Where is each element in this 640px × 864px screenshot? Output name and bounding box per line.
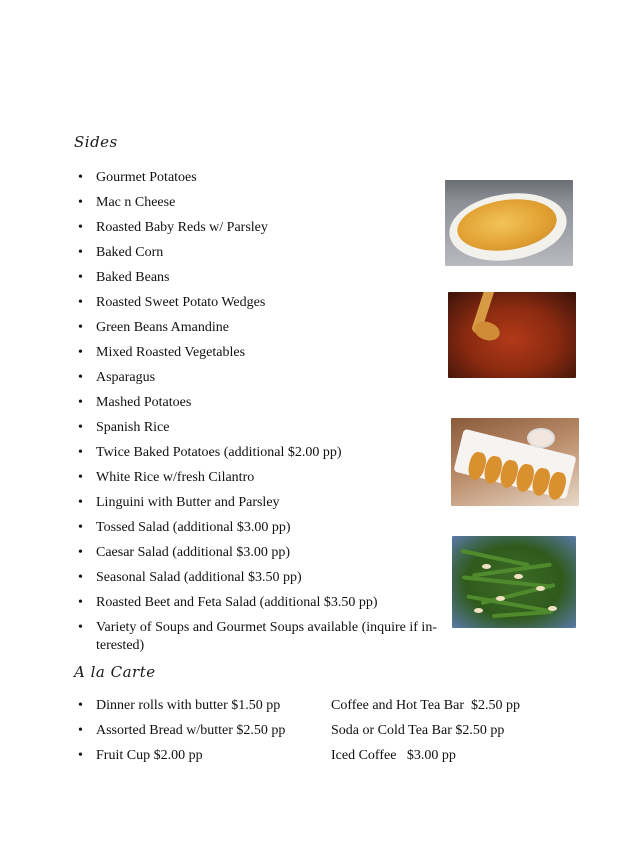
bullet-icon: • [78, 698, 83, 713]
bullet-icon: • [78, 270, 83, 285]
bullet-icon: • [78, 748, 83, 763]
bullet-icon: • [78, 220, 83, 235]
bullet-icon: • [78, 170, 83, 185]
bullet-icon: • [78, 620, 83, 635]
a-la-carte-left-list [78, 693, 285, 768]
list-item [78, 590, 448, 615]
list-item [78, 190, 448, 215]
list-item [78, 390, 448, 415]
carte-item-label: Fruit Cup $2.00 pp [96, 748, 203, 763]
list-item [78, 693, 285, 718]
list-item [78, 265, 448, 290]
bullet-icon: • [78, 370, 83, 385]
list-item [331, 693, 520, 718]
bullet-icon: • [78, 420, 83, 435]
bullet-icon: • [78, 723, 83, 738]
bullet-icon: • [78, 595, 83, 610]
mac-and-cheese-photo [445, 180, 573, 266]
bullet-icon: • [78, 570, 83, 585]
empanadas-photo [451, 418, 579, 506]
side-item-label: Seasonal Salad (additional $3.50 pp) [96, 570, 302, 585]
carte-item-label: Dinner rolls with butter $1.50 pp [96, 698, 281, 713]
a-la-carte-heading: A la Carte [74, 663, 156, 681]
list-item [331, 743, 520, 768]
side-item-label: Spanish Rice [96, 420, 170, 435]
sides-list [78, 165, 448, 655]
list-item [78, 615, 441, 655]
bullet-icon: • [78, 245, 83, 260]
bullet-icon: • [78, 445, 83, 460]
list-item [78, 215, 448, 240]
side-item-label: Variety of Soups and Gourmet Soups available (inquire if in-terested) [96, 620, 437, 653]
carte-item-label: Soda or Cold Tea Bar $2.50 pp [331, 723, 505, 738]
side-item-label: Mac n Cheese [96, 195, 176, 210]
list-item [78, 240, 448, 265]
list-item [78, 743, 285, 768]
carte-item-label: Assorted Bread w/butter $2.50 pp [96, 723, 286, 738]
carte-item-label: Coffee and Hot Tea Bar $2.50 pp [331, 698, 521, 713]
list-item [78, 290, 448, 315]
green-beans-photo [452, 536, 576, 628]
side-item-label: Twice Baked Potatoes (additional $2.00 pp) [96, 445, 342, 460]
side-item-label: Gourmet Potatoes [96, 170, 197, 185]
bullet-icon: • [78, 545, 83, 560]
list-item [78, 540, 448, 565]
side-item-label: Baked Beans [96, 270, 170, 285]
side-item-label: Roasted Sweet Potato Wedges [96, 295, 266, 310]
list-item [78, 515, 448, 540]
side-item-label: Mashed Potatoes [96, 395, 192, 410]
bullet-icon: • [78, 320, 83, 335]
sides-heading: Sides [74, 133, 118, 151]
side-item-label: Baked Corn [96, 245, 164, 260]
list-item [78, 718, 285, 743]
side-item-label: Caesar Salad (additional $3.00 pp) [96, 545, 291, 560]
a-la-carte-right-list [331, 693, 520, 768]
side-item-label: Linguini with Butter and Parsley [96, 495, 280, 510]
list-item [78, 365, 448, 390]
side-item-label: Tossed Salad (additional $3.00 pp) [96, 520, 291, 535]
side-item-label: Green Beans Amandine [96, 320, 229, 335]
list-item [78, 415, 448, 440]
bullet-icon: • [78, 345, 83, 360]
bullet-icon: • [78, 495, 83, 510]
side-item-label: Asparagus [96, 370, 156, 385]
side-item-label: Mixed Roasted Vegetables [96, 345, 246, 360]
list-item [78, 165, 448, 190]
list-item [331, 718, 520, 743]
bullet-icon: • [78, 295, 83, 310]
side-item-label: Roasted Baby Reds w/ Parsley [96, 220, 268, 235]
list-item [78, 465, 448, 490]
list-item [78, 565, 448, 590]
baked-beans-photo [448, 292, 576, 378]
side-item-label: Roasted Beet and Feta Salad (additional $3.50 pp) [96, 595, 378, 610]
list-item [78, 340, 448, 365]
list-item [78, 490, 448, 515]
bullet-icon: • [78, 520, 83, 535]
list-item [78, 315, 448, 340]
carte-item-label: Iced Coffee $3.00 pp [331, 748, 456, 763]
bullet-icon: • [78, 195, 83, 210]
bullet-icon: • [78, 470, 83, 485]
side-item-label: White Rice w/fresh Cilantro [96, 470, 255, 485]
bullet-icon: • [78, 395, 83, 410]
list-item [78, 440, 448, 465]
